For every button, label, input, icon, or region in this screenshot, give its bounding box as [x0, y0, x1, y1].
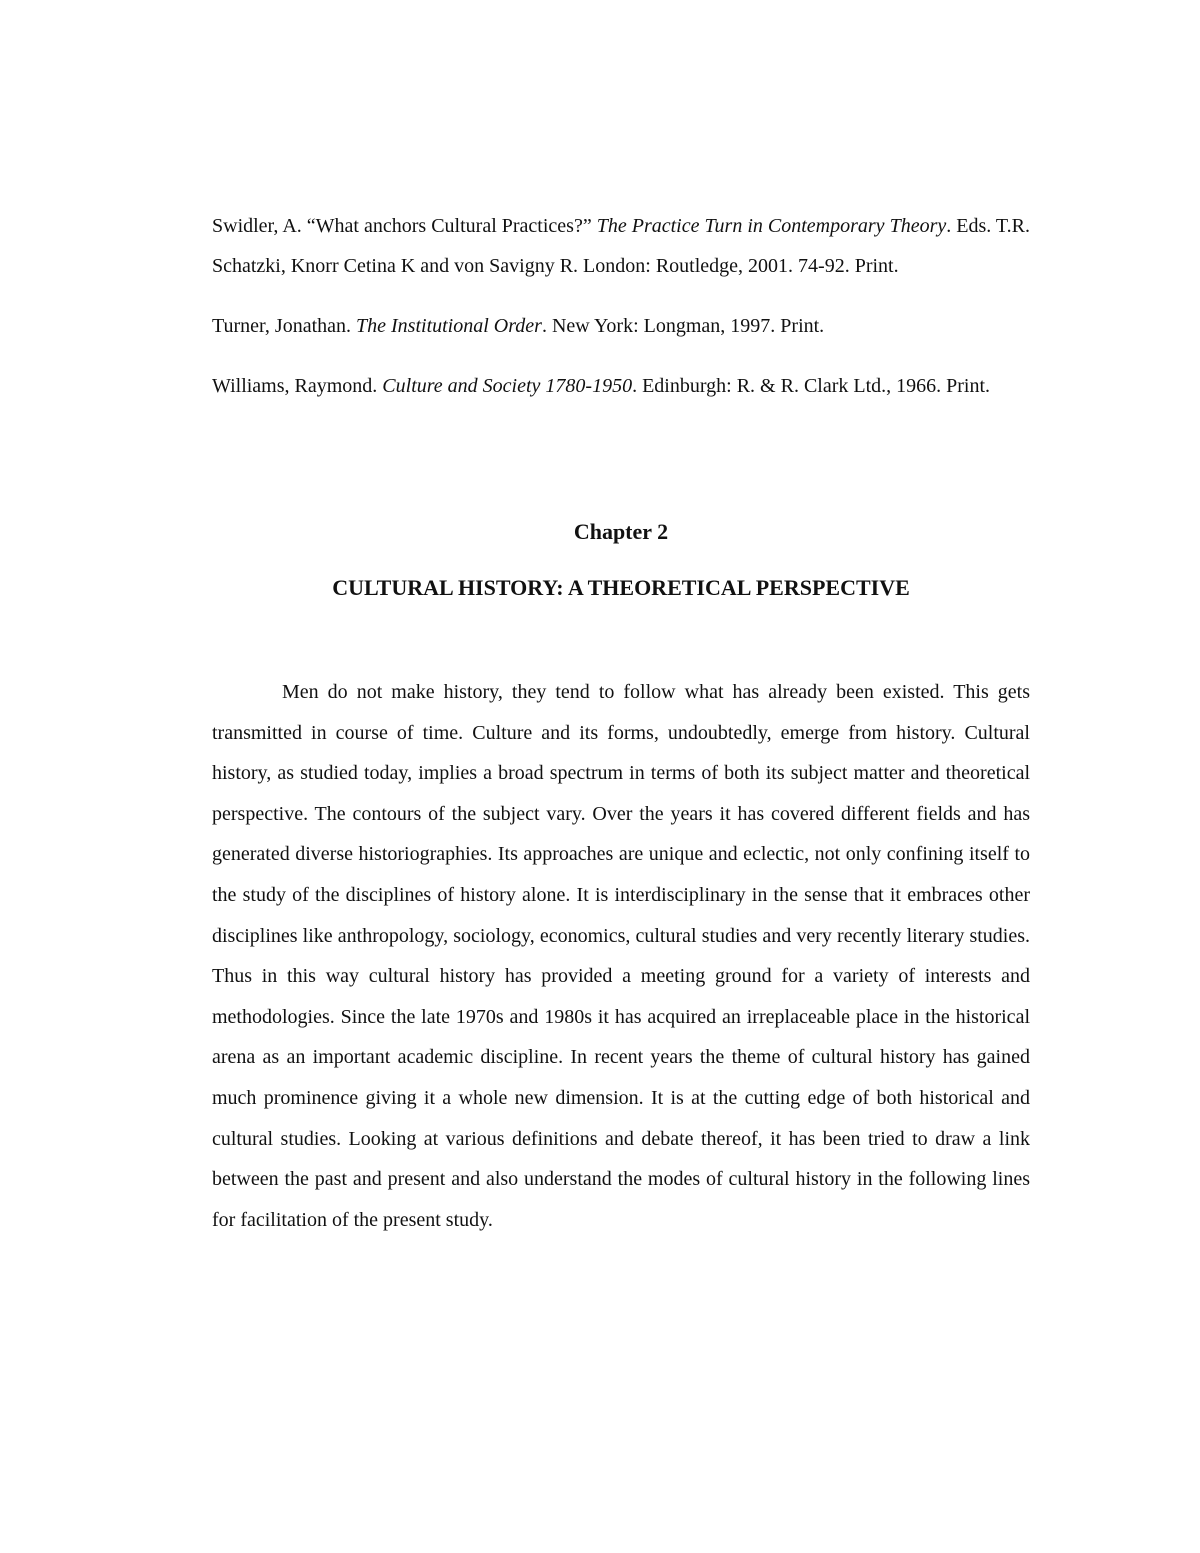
reference-entry	[212, 306, 1030, 346]
reference-publication: . Eds. T.R. Schatzki, Knorr Cetina K and von Savigny R. London: Routledge, 2001. 74-92. Print.	[212, 215, 1030, 277]
body-paragraph	[212, 672, 1030, 1240]
reference-title: The Institutional Order	[356, 315, 542, 337]
reference-author: Swidler, A. “What anchors Cultural Practices?”	[212, 215, 597, 237]
reference-publication: . New York: Longman, 1997. Print.	[541, 315, 825, 337]
reference-title: Culture and Society 1780-1950	[382, 375, 633, 397]
reference-author: Williams, Raymond.	[212, 375, 383, 397]
reference-title: The Practice Turn in Contemporary Theory	[596, 215, 947, 237]
reference-publication: . Edinburgh: R. & R. Clark Ltd., 1966. Print.	[632, 375, 991, 397]
reference-entry	[212, 366, 1030, 406]
references-list	[212, 206, 1030, 426]
chapter-number: Chapter 2	[573, 519, 669, 544]
chapter-title: CULTURAL HISTORY: A THEORETICAL PERSPECTIVE	[332, 575, 910, 600]
reference-entry	[212, 206, 1030, 286]
reference-author: Turner, Jonathan.	[212, 315, 357, 337]
paragraph-text: Men do not make history, they tend to follow what has already been existed. This gets transmitted in course of time. Culture and its forms, undoubtedly, emerge from history. Cultural history, as studied today, implies a broad spectrum in terms of both its subject matter and theoretical perspective. The contours of the subject vary. Over the years it has covered different fields and has generated diverse historiographies. Its approaches are unique and eclectic, not only confining itself to the study of the disciplines of history alone. It is interdisciplinary in the sense that it embraces other disciplines like anthropology, sociology, economics, cultural studies and very recently literary studies. Thus in this way cultural history has provided a meeting ground for a variety of interests and methodologies. Since the late 1970s and 1980s it has acquired an irreplaceable place in the historical arena as an important academic discipline. In recent years the theme of cultural history has gained much prominence giving it a whole new dimension. It is at the cutting edge of both historical and cultural studies. Looking at various definitions and debate thereof, it has been tried to draw a link between the past and present and also understand the modes of cultural history in the following lines for facilitation of the present study.	[212, 681, 1030, 1231]
